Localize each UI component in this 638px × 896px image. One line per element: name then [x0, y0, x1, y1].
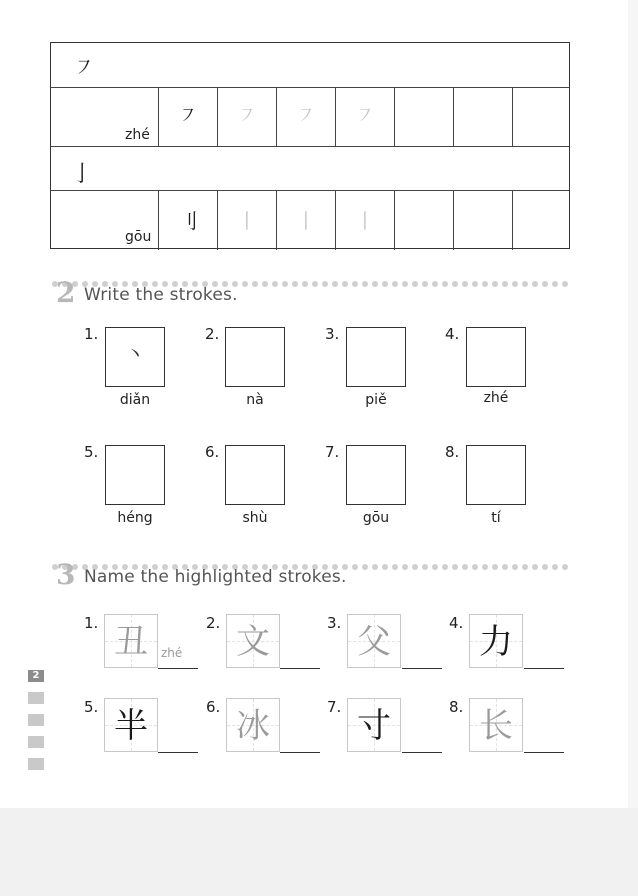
sample-stroke: 丶: [125, 342, 145, 366]
item-number: 5.: [84, 698, 99, 716]
character-grid: [104, 614, 158, 668]
stroke-glyph-gou: 亅: [71, 162, 94, 187]
table-rule: [512, 87, 513, 146]
answer-line[interactable]: [280, 734, 320, 753]
bottom-shadow: [0, 808, 638, 896]
box-label: héng: [117, 510, 153, 526]
item-number: 6.: [205, 443, 220, 461]
character-grid: [347, 698, 401, 752]
answer-line[interactable]: [524, 650, 564, 669]
character: 丑: [114, 622, 148, 662]
item-number: 7.: [325, 443, 340, 461]
answer-line[interactable]: [280, 650, 320, 669]
pinyin-label: gōu: [125, 229, 152, 245]
section-title: Write the strokes.: [84, 285, 238, 305]
box-label: zhé: [483, 390, 509, 406]
character-grid: [469, 614, 523, 668]
pinyin-label: zhé: [125, 127, 150, 143]
write-box[interactable]: [466, 445, 526, 505]
box-label: diǎn: [119, 392, 151, 408]
item-number: 2.: [206, 614, 221, 632]
table-rule: [394, 87, 395, 146]
item-number: 8.: [449, 698, 464, 716]
write-box[interactable]: [105, 327, 165, 387]
character: 寸: [357, 706, 391, 746]
section-title: Name the highlighted strokes.: [84, 567, 347, 587]
trace-stroke[interactable]: 丨: [237, 209, 257, 233]
answer-line[interactable]: [402, 734, 442, 753]
trace-stroke[interactable]: ㇇: [296, 103, 316, 127]
character: 长: [479, 706, 513, 746]
item-number: 3.: [327, 614, 342, 632]
item-number: 3.: [325, 325, 340, 343]
section-divider: [52, 555, 572, 563]
table-rule: [51, 146, 569, 147]
trace-stroke[interactable]: 丨: [355, 209, 375, 233]
box-label: nà: [246, 392, 264, 408]
character-grid: [469, 698, 523, 752]
table-rule: [512, 190, 513, 250]
character-grid: [226, 698, 280, 752]
table-rule: [453, 190, 454, 250]
answer-text: zhé: [161, 646, 183, 660]
box-label: gōu: [362, 510, 390, 526]
write-box[interactable]: [466, 327, 526, 387]
answer-line[interactable]: [524, 734, 564, 753]
box-label: tí: [491, 510, 501, 526]
answer-line[interactable]: [158, 734, 198, 753]
table-rule: [453, 87, 454, 146]
model-stroke: 刂: [178, 209, 198, 233]
side-tab-active[interactable]: 2: [28, 670, 44, 682]
item-number: 6.: [206, 698, 221, 716]
write-box[interactable]: [346, 445, 406, 505]
section-divider: [52, 272, 572, 280]
side-tab[interactable]: [28, 692, 44, 704]
trace-stroke[interactable]: ㇇: [355, 103, 375, 127]
item-number: 1.: [84, 325, 99, 343]
side-tab[interactable]: [28, 714, 44, 726]
side-tab[interactable]: [28, 758, 44, 770]
table-rule: [394, 190, 395, 250]
write-box[interactable]: [225, 327, 285, 387]
write-box[interactable]: [346, 327, 406, 387]
stroke-glyph-zhe: ㇇: [73, 56, 96, 81]
box-label: shù: [242, 510, 268, 526]
item-number: 4.: [445, 325, 460, 343]
write-box[interactable]: [105, 445, 165, 505]
table-rule: [51, 87, 569, 88]
character: 半: [114, 706, 148, 746]
page-edge: [628, 0, 638, 896]
item-number: 1.: [84, 614, 99, 632]
character: 父: [357, 622, 391, 662]
item-number: 8.: [445, 443, 460, 461]
stroke-practice-table: [50, 42, 570, 249]
item-number: 5.: [84, 443, 99, 461]
side-tab[interactable]: [28, 736, 44, 748]
table-rule: [51, 190, 569, 191]
box-label: piě: [365, 392, 387, 408]
item-number: 4.: [449, 614, 464, 632]
character: 文: [236, 622, 270, 662]
item-number: 2.: [205, 325, 220, 343]
character: 冰: [236, 706, 270, 746]
section-number: 3: [56, 558, 76, 591]
character-grid: [347, 614, 401, 668]
character-grid: [104, 698, 158, 752]
section-number: 2: [56, 276, 76, 309]
write-box[interactable]: [225, 445, 285, 505]
item-number: 7.: [327, 698, 342, 716]
character-grid: [226, 614, 280, 668]
trace-stroke[interactable]: ㇇: [237, 103, 257, 127]
character: 力: [479, 622, 513, 662]
trace-stroke[interactable]: 丨: [296, 209, 316, 233]
model-stroke: ㇇: [178, 103, 198, 127]
answer-line[interactable]: [402, 650, 442, 669]
